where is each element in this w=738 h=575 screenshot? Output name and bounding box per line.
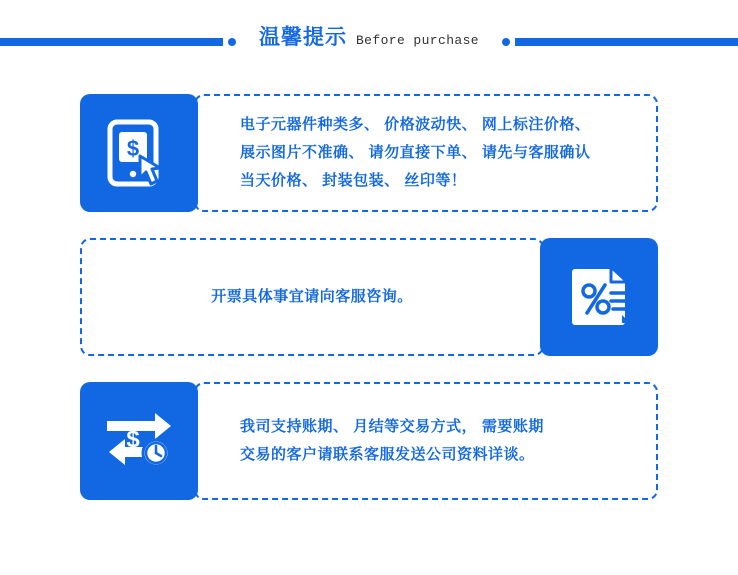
divider-bar-right — [515, 38, 738, 46]
page-header — [0, 0, 738, 66]
notice-section-2 — [80, 238, 658, 356]
notice-section-3 — [80, 382, 658, 500]
notice-line: 展示图片不准确、 请勿直接下单、 请先与客服确认 — [240, 144, 591, 161]
notice-line: 开票具体事宜请向客服咨询。 — [211, 288, 413, 305]
notice-text-3 — [194, 382, 658, 500]
svg-text:$: $ — [126, 426, 140, 453]
notice-line: 电子元器件种类多、 价格波动快、 网上标注价格、 — [240, 116, 591, 133]
notice-line: 我司支持账期、 月结等交易方式， 需要账期 — [240, 418, 544, 435]
payment-term-clock-icon — [80, 382, 198, 500]
notice-text-1 — [194, 94, 658, 212]
notice-text-2 — [80, 238, 544, 356]
notice-line: 当天价格、 封装包装、 丝印等！ — [240, 172, 467, 189]
page-title-en: Before purchase — [355, 33, 480, 48]
page-title — [249, 21, 489, 51]
svg-text:$: $ — [126, 136, 140, 161]
divider-dot-right — [502, 38, 510, 46]
divider-dot-left — [228, 38, 236, 46]
notice-line: 交易的客户请联系客服发送公司资料详谈。 — [240, 446, 535, 463]
divider-bar-left — [0, 38, 223, 46]
price-tag-click-icon — [80, 94, 198, 212]
notice-section-1 — [80, 94, 658, 212]
invoice-percent-icon — [540, 238, 658, 356]
notice-sections — [0, 66, 738, 500]
page-title-cn: 温馨提示 — [258, 26, 347, 49]
